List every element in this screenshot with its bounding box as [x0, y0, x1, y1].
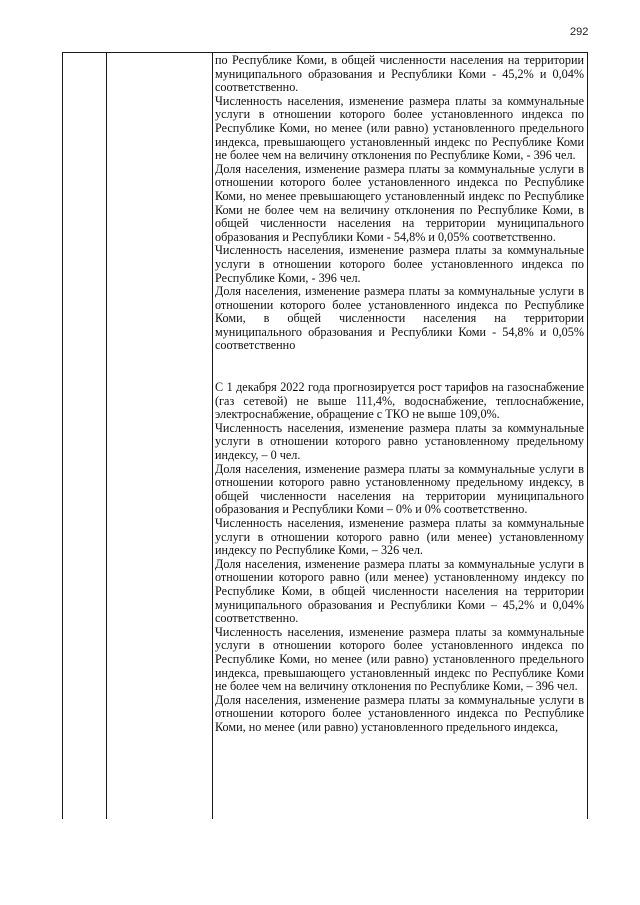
paragraph: Численность населения, изменение размера платы за коммунальные услуги в отношении которого более установленного индекса по Республике Коми, - 396 чел. — [215, 243, 584, 285]
paragraph: Доля населения, изменение размера платы за коммунальные услуги в отношении которого более установленного индекса по Республике Коми, в общей численности населения на территории муниципального образования и Республики Коми - 54,8% и 0,05% соответственно — [215, 284, 584, 353]
paragraph: Численность населения, изменение размера платы за коммунальные услуги в отношении которого более установленного индекса по Республике Коми, но менее (или равно) установленного предельного индекса, превышающего установленный индекс по Республике Коми не более чем на величину отклонения по Республике Коми, - 396 чел. — [215, 93, 584, 163]
paragraph: Доля населения, изменение размера платы за коммунальные услуги в отношении которого равно (или менее) установленному индексу по Республике Коми, в общей численности населения на территории муниципального образования и Республики Коми – 45,2% и 0,04% соответственно. — [215, 556, 584, 626]
text-cell — [215, 54, 584, 735]
paragraph: Доля населения, изменение размера платы за коммунальные услуги в отношении которого равно установленному предельному индексу, в общей численности населения на территории муниципального образования и Республики Коми – 0% и 0% соответственно. — [215, 461, 584, 517]
paragraph: С 1 декабря 2022 года прогнозируется рост тарифов на газоснабжение (газ сетевой) не выше 111,4%, водоснабжение, теплоснабжение, электроснабжение, обращение с ТКО не выше 109,0%. — [215, 380, 584, 422]
page-number: 292 — [570, 26, 589, 38]
table-right-border — [587, 52, 588, 819]
paragraph: по Республике Коми, в общей численности населения на территории муниципального образования и Республики Коми - 45,2% и 0,04% соответственно. — [215, 53, 584, 95]
paragraph: Численность населения, изменение размера платы за коммунальные услуги в отношении которого более установленного индекса по Республике Коми, но менее (или равно) установленного предельного индекса, превышающего установленный индекс по Республике Коми не более чем на величину отклонения по Республике Коми, – 396 чел. — [215, 624, 584, 694]
paragraph: Доля населения, изменение размера платы за коммунальные услуги в отношении которого более установленного индекса по Республике Коми, но менее (или равно) установленного предельного индекса, — [215, 692, 584, 734]
column-divider-2 — [212, 52, 213, 819]
table-left-border — [62, 52, 63, 819]
paragraph: Численность населения, изменение размера платы за коммунальные услуги в отношении которого равно (или менее) установленному индексу по Республике Коми, – 326 чел. — [215, 516, 584, 558]
paragraph: Численность населения, изменение размера платы за коммунальные услуги в отношении которого равно установленному предельному индексу, – 0 чел. — [215, 420, 584, 463]
column-divider-1 — [106, 52, 107, 819]
paragraph: Доля населения, изменение размера платы за коммунальные услуги в отношении которого более установленного индекса по Республике Коми, но менее превышающего установленный индекс по Республике Коми не более чем на величину отклонения по Республике Коми, в общей численности населения на территории муниципального образования и Республики Коми - 54,8% и 0,05% соответственно. — [215, 161, 584, 244]
